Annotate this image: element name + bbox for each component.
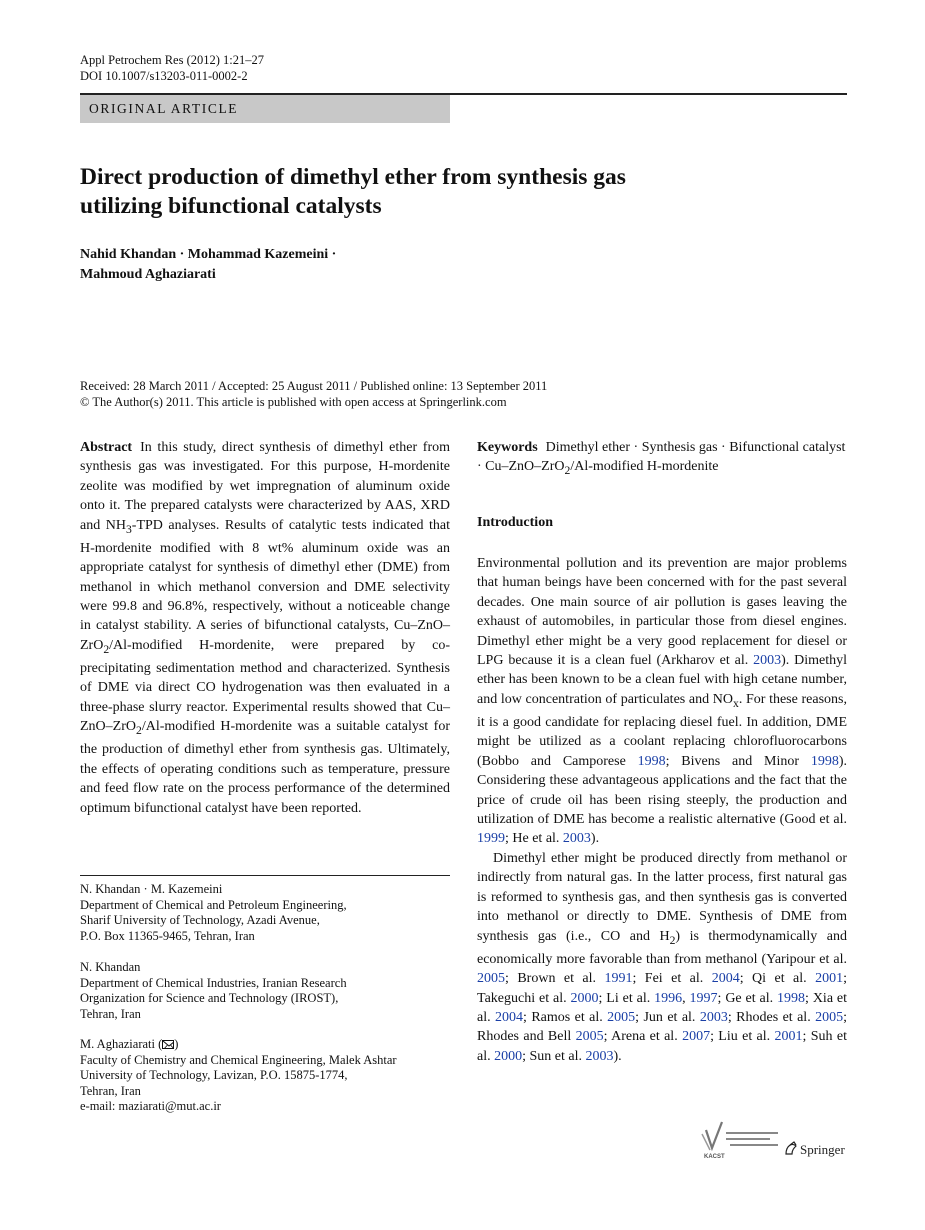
citation-link[interactable]: 2007: [682, 1029, 711, 1045]
citation-link[interactable]: 1998: [637, 753, 666, 769]
affiliation-line: Tehran, Iran: [80, 1083, 141, 1098]
corresponding-author: [80, 1037, 450, 1053]
publication-dates: [80, 378, 547, 410]
doi: DOI 10.1007/s13203-011-0002-2: [80, 69, 248, 83]
citation-link[interactable]: 1998: [777, 990, 806, 1006]
citation-link[interactable]: 2001: [815, 971, 844, 987]
abstract-sub-3: 2: [136, 724, 142, 738]
article-type-band: ORIGINAL ARTICLE: [80, 95, 450, 123]
text: ; Xia et al.: [477, 990, 848, 1025]
paragraph: [477, 554, 847, 849]
corresponding-author-name: M. Aghaziarati (: [80, 1037, 163, 1051]
citation-link[interactable]: 2005: [815, 1009, 844, 1025]
affiliation-rule: [80, 875, 450, 876]
abstract-text-3: /Al-modified H-mordenite, were prepared by co-precipitating sedimentation method and characterized. Synthesis of DME via direct CO hydrogenation was then evaluated in a three-phase slurry reactor. Experimental results showed that Cu–ZnO–ZrO: [80, 637, 450, 735]
text: Dimethyl ether might be produced directly from methanol or indirectly from natural gas. In the latter process, first natural gas is reformed to synthesis gas, and then synthesis gas is converted into methanol or directly to DME. Synthesis of DME from synthesis gas (i.e., CO and H: [477, 850, 847, 944]
affiliation-3: [80, 1037, 450, 1115]
text: ). Dimethyl ether has been known to be a clean fuel with high cetane number, and low concentration of particulates and NO: [477, 653, 847, 707]
received-accepted-published: Received: 28 March 2011 / Accepted: 25 August 2011 / Published online: 13 September 2011: [80, 379, 548, 393]
citation-link[interactable]: 2003: [585, 1048, 614, 1064]
abstract-text-2: -TPD analyses. Results of catalytic tests indicated that H-mordenite modified with 8 wt% aluminum oxide was an appropriate catalyst for synthesis of dimethyl ether (DME) from methanol in which methanol conversion and DME selectivity were 99.8 and 96.8%, respectively, without a noticeable change in catalyst stability. A series of bifunctional catalysts, Cu–ZnO–ZrO: [80, 517, 450, 653]
affiliation-line: Department of Chemical and Petroleum Engineering,: [80, 897, 347, 912]
abstract-text-1: In this study, direct synthesis of dimethyl ether from synthesis gas was investigated. For this purpose, H-mordenite zeolite was modified by wet impregnation of aluminum oxide onto it. The prepared catalysts were characterized by AAS, XRD and NH: [80, 440, 450, 533]
text: ; Ramos et al.: [523, 1009, 608, 1025]
text: ; Liu et al.: [710, 1029, 775, 1045]
envelope-icon[interactable]: [162, 1040, 174, 1049]
springer-wordmark: Springer: [800, 1142, 845, 1157]
keywords-text-2: /Al-modified H-mordenite: [570, 459, 719, 475]
text: ; Suh et al.: [477, 1029, 848, 1064]
text: ; He et al.: [505, 831, 563, 847]
kacst-logo: [702, 1122, 778, 1160]
affiliation-1: [80, 882, 450, 944]
text: ; Sun et al.: [522, 1048, 586, 1064]
citation-link[interactable]: 2000: [494, 1048, 523, 1064]
text: ; Fei et al.: [632, 971, 712, 987]
paren-close: ): [174, 1037, 179, 1051]
journal-citation: Appl Petrochem Res (2012) 1:21–27: [80, 53, 265, 67]
text: ; Ge et al.: [717, 990, 778, 1006]
publisher-logos: [700, 1118, 850, 1162]
citation-link[interactable]: 1991: [604, 971, 633, 987]
article-title: Direct production of dimethyl ether from synthesis gas utilizing bifunctional catalysts: [80, 164, 626, 219]
text: ) is thermodynamically and economically more favorable than from methanol (Yaripour et al.: [477, 928, 847, 967]
keywords-text-1: Dimethyl ether · Synthesis gas · Bifunctional catalyst · Cu–ZnO–ZrO: [477, 440, 846, 475]
copyright-line: © The Author(s) 2011. This article is published with open access at Springerlink.com: [80, 395, 507, 409]
section-heading-introduction: Introduction: [477, 515, 553, 530]
citation-link[interactable]: 1996: [654, 990, 683, 1006]
affiliation-line: Organization for Science and Technology (IROST),: [80, 991, 339, 1005]
text: ; Rhodes et al.: [727, 1009, 816, 1025]
affiliation-line: Department of Chemical Industries, Iranian Research: [80, 975, 347, 990]
affiliation-line: University of Technology, Lavizan, P.O. 15875-1774,: [80, 1068, 348, 1082]
affiliation-line: Sharif University of Technology, Azadi Avenue,: [80, 913, 320, 927]
text: ; Rhodes and Bell: [477, 1009, 847, 1045]
citation-link[interactable]: 2000: [570, 990, 599, 1006]
springer-logo: [786, 1142, 845, 1157]
springer-horse-icon: [786, 1142, 796, 1154]
subscript: 2: [669, 933, 676, 947]
text: ).: [613, 1048, 622, 1064]
text: . For these reasons, it is a good candidate for replacing diesel fuel. In addition, DME might be utilized as a coolant replacing chlorofluorocarbons (Bobbo and Camporese: [477, 691, 847, 769]
citation-link[interactable]: 2005: [575, 1029, 604, 1045]
citation-link[interactable]: 2003: [699, 1009, 728, 1025]
authors-line-1: Nahid Khandan · Mohammad Kazemeini ·: [80, 247, 337, 262]
abstract-text-4: /Al-modified H-mordenite was a suitable catalyst for the production of dimethyl ether from synthesis gas. Ultimately, the effects of operating conditions such as temperature, pressure and feed flow rate on the process performance of the determined optimum bifunctional catalyst have been reported.: [80, 719, 450, 816]
affiliation-line: P.O. Box 11365-9465, Tehran, Iran: [80, 928, 255, 943]
authors-line-2: Mahmoud Aghaziarati: [80, 267, 216, 282]
citation-link[interactable]: 2003: [753, 653, 782, 669]
text: ,: [682, 990, 690, 1006]
text: ).: [590, 831, 600, 847]
affiliation-2: [80, 960, 450, 1022]
citation-link[interactable]: 1999: [477, 831, 505, 847]
text: ; Brown et al.: [505, 971, 605, 987]
text: ; Bivens and Minor: [665, 753, 811, 769]
author-list: [80, 245, 336, 285]
citation-link[interactable]: 2005: [477, 971, 505, 987]
affiliation-line: N. Khandan: [80, 960, 141, 974]
email-line[interactable]: e-mail: maziarati@mut.ac.ir: [80, 1099, 221, 1113]
abstract-label: Abstract: [80, 440, 133, 455]
citation-link[interactable]: 2005: [607, 1009, 636, 1025]
abstract-sub-1: 3: [125, 522, 132, 536]
keywords-label: Keywords: [477, 440, 538, 455]
affiliation-line: Faculty of Chemistry and Chemical Engineering, Malek Ashtar: [80, 1052, 397, 1067]
kacst-text: KACST: [704, 1154, 725, 1160]
paragraph: [477, 849, 847, 1066]
text: Environmental pollution and its prevention are major problems that human beings have been concerned with for the past several decades. One main source of air pollution is gases leaving the exhaust of automobiles, in particular those from diesel engines. Dimethyl ether might be a very good replacement for diesel or LPG because it is a clean fuel (Arkharov et al.: [477, 556, 847, 669]
introduction-body: [477, 554, 847, 1066]
citation-link[interactable]: 2004: [495, 1009, 524, 1025]
abstract: [80, 438, 450, 818]
text: ; Qi et al.: [739, 971, 816, 987]
citation-link[interactable]: 2004: [711, 971, 740, 987]
affiliation-line: Tehran, Iran: [80, 1006, 141, 1021]
citation-link[interactable]: 1998: [810, 753, 839, 769]
text: ; Jun et al.: [635, 1009, 700, 1025]
citation-link[interactable]: 2003: [562, 831, 591, 847]
abstract-sub-2: 2: [103, 642, 110, 656]
keywords: [477, 438, 847, 481]
citation-link[interactable]: 2001: [774, 1029, 803, 1045]
text: ). Considering these advantageous applications and the fact that the price of crude oil has been rising steeply, the production and utilization of DME has become a realistic alternative (Good et al.: [477, 753, 847, 828]
citation-link[interactable]: 1997: [689, 990, 718, 1006]
subscript: x: [732, 696, 739, 710]
text: ; Takeguchi et al.: [477, 971, 847, 1006]
text: ; Arena et al.: [603, 1029, 683, 1045]
journal-header: [80, 52, 264, 84]
text: ; Li et al.: [598, 990, 655, 1006]
keywords-sub: 2: [564, 464, 571, 478]
affiliation-line: N. Khandan · M. Kazemeini: [80, 882, 223, 896]
